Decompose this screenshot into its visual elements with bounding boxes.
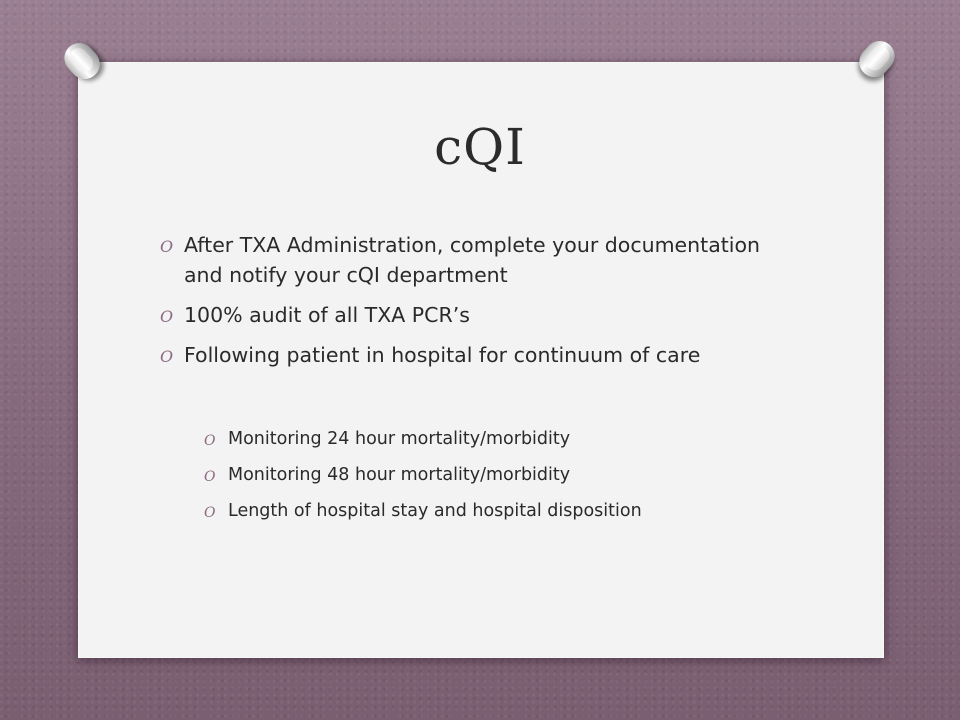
bullet-text: Following patient in hospital for continuum of care [184,343,701,367]
sub-bullet-text: Monitoring 24 hour mortality/morbidity [228,429,571,449]
bullet-text: After TXA Administration, complete your documentation and notify your cQI department [184,233,761,287]
bullet-item [160,340,800,370]
sub-bullet-text: Length of hospital stay and hospital disposition [228,501,642,521]
bullet-marker-icon: O [160,237,174,256]
sub-bullet-text: Monitoring 48 hour mortality/morbidity [228,465,571,485]
bullet-list [160,230,800,380]
sub-bullet-item [204,425,804,453]
bullet-item [160,230,800,290]
slide-title: cQI [434,118,526,176]
bullet-item [160,300,800,330]
sub-bullet-item [204,461,804,489]
bullet-marker-icon: O [160,347,174,366]
sub-bullet-list [204,425,804,533]
bullet-marker-icon: O [204,505,216,521]
sub-bullet-item [204,497,804,525]
bullet-marker-icon: O [204,433,216,449]
bullet-marker-icon: O [160,307,174,326]
bullet-text: 100% audit of all TXA PCR’s [184,303,470,327]
bullet-marker-icon: O [204,469,216,485]
